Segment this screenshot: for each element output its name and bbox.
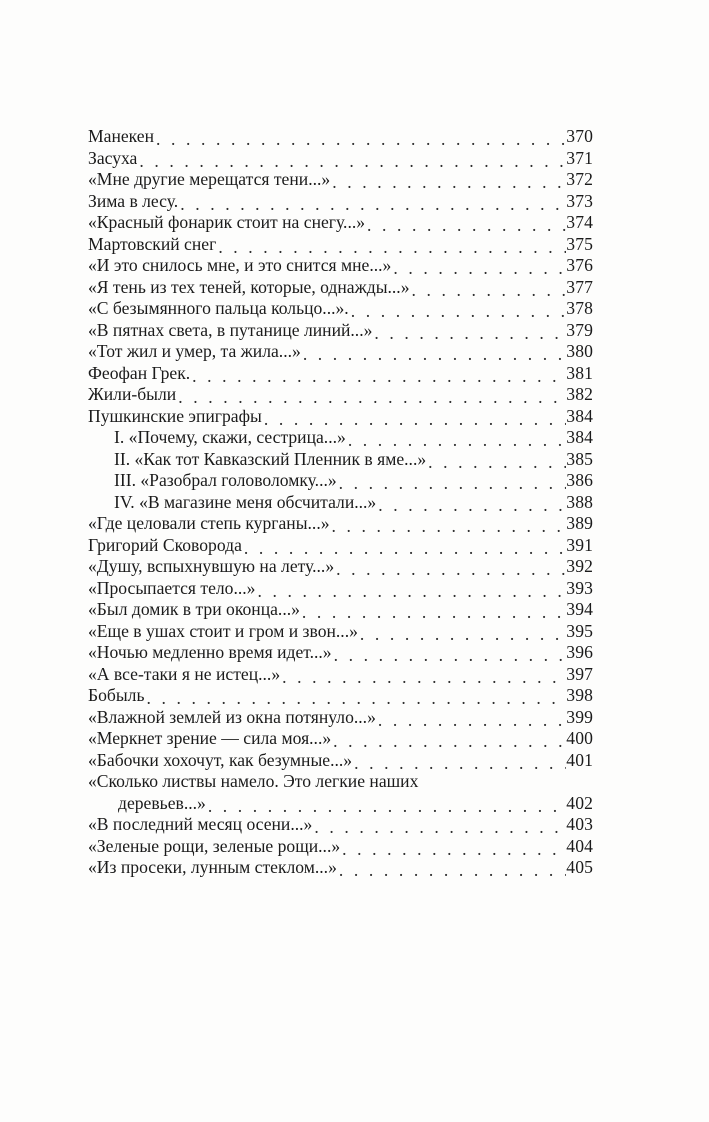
toc-entry-page-number: 386 [566,470,593,490]
toc-entry-page-number: 400 [566,728,593,748]
toc-entry-title: «Сколько листвы намело. Это легкие наших [88,771,419,791]
toc-entry-title: «А все-таки я не истец...» [88,663,281,684]
toc-entry-page-number: 379 [566,319,593,340]
toc-entry[interactable] [88,642,593,664]
toc-entry-title: «И это снилось мне, и это снится мне...» [88,255,392,275]
toc-entry-title: «Душу, вспыхнувшую на лету...» [88,556,335,576]
toc-entry-title-continuation-row [88,793,593,815]
dot-leader [146,690,566,707]
toc-entry[interactable] [88,169,593,191]
toc-entry-title: «Был домик в три оконца...» [88,599,300,619]
toc-entry-page-number: 376 [566,255,593,275]
toc-entry-title: «Я тень из тех теней, которые, однажды...» [88,276,410,297]
dot-leader [393,260,566,277]
dot-leader [282,668,566,685]
toc-entry-title: IV. «В магазине меня обсчитали...» [114,491,377,512]
toc-entry[interactable] [88,234,593,256]
toc-entry[interactable] [88,406,593,428]
toc-entry-title: «Влажной землей из окна потянуло...» [88,706,376,727]
toc-entry[interactable] [88,814,593,836]
toc-entry-title: Зима в лесу. [88,190,179,211]
toc-entry-page-number: 396 [566,642,593,662]
dot-leader [218,238,566,255]
toc-entry-page-number: 370 [566,126,593,146]
toc-entry[interactable] [88,277,593,299]
toc-entry[interactable] [88,212,593,234]
toc-entry-page-number: 402 [566,792,593,813]
toc-entry[interactable] [88,492,593,514]
toc-entry-title: «Из просеки, лунным стеклом...» [88,857,337,877]
toc-entry[interactable] [88,341,593,363]
toc-entry-page-number: 377 [566,276,593,297]
toc-entry-title: Григорий Сковорода [88,534,242,555]
dot-leader [351,303,567,320]
dot-leader [336,561,566,578]
toc-entry[interactable] [88,621,593,643]
toc-entry-title: Манекен [88,126,155,146]
dot-leader [314,819,566,836]
toc-entry[interactable] [88,599,593,621]
toc-entry-page-number: 384 [566,405,593,426]
toc-entry-title: «Красный фонарик стоит на снегу...» [88,212,366,232]
dot-leader [342,840,566,857]
toc-entry[interactable] [88,707,593,729]
dot-leader [332,518,567,535]
toc-entry-title: «Ночью медленно время идет...» [88,642,332,662]
toc-entry-title: «Где целовали степь курганы...» [88,513,330,533]
toc-entry-page-number: 378 [566,298,593,318]
toc-entry-page-number: 401 [566,749,593,770]
toc-entry-page-number: 374 [566,212,593,232]
toc-entry-title: Пушкинские эпиграфы [88,405,262,426]
dot-leader [354,754,566,771]
toc-entry[interactable] [88,857,593,879]
toc-entry-page-number: 385 [566,448,593,469]
dot-leader [360,625,566,642]
toc-entry-page-number: 389 [566,513,593,533]
dot-leader [333,733,566,750]
toc-entry[interactable] [88,728,593,750]
toc-entry-title: «В последний месяц осени...» [88,814,313,834]
toc-entry-page-number: 373 [566,190,593,211]
toc-entry[interactable] [88,836,593,858]
dot-leader [339,475,567,492]
toc-entry-page-number: 399 [566,706,593,727]
toc-entry-page-number: 384 [566,427,593,447]
dot-leader [156,131,566,148]
dot-leader [180,195,566,212]
toc-entry-title: «Мне другие мерещатся тени...» [88,169,331,189]
toc-entry[interactable] [88,384,593,406]
dot-leader [303,346,566,363]
dot-leader [378,711,566,728]
dot-leader [378,496,566,513]
toc-entry-page-number: 404 [566,835,593,856]
toc-entry-page-number: 372 [566,169,593,189]
toc-entry-page-number: 395 [566,620,593,641]
toc-entry-title: Феофан Грек. [88,362,191,383]
dot-leader [412,281,567,298]
toc-entry-title: II. «Как тот Кавказский Пленник в яме...» [114,448,427,469]
dot-leader [178,389,566,406]
toc-entry[interactable] [88,449,593,471]
toc-entry[interactable] [88,363,593,385]
toc-entry-page-number: 392 [566,556,593,576]
toc-entry-title: I. «Почему, скажи, сестрица...» [114,427,346,447]
toc-entry[interactable] [88,191,593,213]
toc-entry-page-number: 388 [566,491,593,512]
toc-entry-page-number: 403 [566,814,593,834]
toc-entry-page-number: 405 [566,857,593,877]
toc-entry[interactable] [88,685,593,707]
toc-entry-page-number: 371 [566,147,593,168]
dot-leader [332,174,566,191]
toc-entry-page-number: 380 [566,341,593,361]
dot-leader [264,410,566,427]
toc-entry-title: «Еще в ушах стоит и гром и звон...» [88,620,358,641]
toc-entry-page-number: 375 [566,233,593,254]
toc-entry[interactable] [88,664,593,686]
dot-leader [139,152,566,169]
dot-leader [367,217,566,234]
dot-leader [374,324,566,341]
toc-entry-page-number: 382 [566,384,593,404]
toc-entry-page-number: 381 [566,362,593,383]
toc-entry[interactable] [88,535,593,557]
toc-entry[interactable] [88,148,593,170]
dot-leader [257,582,566,599]
dot-leader [348,432,566,449]
toc-entry-title: «Меркнет зрение — сила моя...» [88,728,332,748]
toc-entry[interactable] [88,255,593,277]
toc-entry-page-number: 398 [566,685,593,705]
dot-leader [428,453,566,470]
toc-entry-title: III. «Разобрал головоломку...» [114,470,337,490]
toc-entry-page-number: 394 [566,599,593,619]
toc-entry[interactable] [88,750,593,772]
toc-entry-title: Мартовский снег [88,233,217,254]
dot-leader [302,604,566,621]
toc-entry[interactable] [88,126,593,148]
toc-entry-title-continuation: деревьев...» [118,792,206,813]
dot-leader [244,539,566,556]
toc-entry-page-number: 397 [566,663,593,684]
toc-entry[interactable] [88,470,593,492]
dot-leader [339,862,566,879]
toc-entry-page-number: 393 [566,577,593,598]
table-of-contents-list [88,126,593,879]
toc-entry-title: «В пятнах света, в путанице линий...» [88,319,373,340]
toc-entry-title: Бобыль [88,685,145,705]
toc-entry[interactable] [88,513,593,535]
toc-entry-title: «С безымянного пальца кольцо...». [88,298,349,318]
toc-entry[interactable] [88,578,593,600]
toc-entry-title: «Бабочки хохочут, как безумные...» [88,749,353,770]
toc-entry-title: Жили-были [88,384,177,404]
toc-entry[interactable] [88,427,593,449]
dot-leader [208,797,566,814]
dot-leader [192,367,566,384]
toc-entry[interactable] [88,320,593,342]
toc-entry-title: Засуха [88,147,138,168]
toc-entry[interactable] [88,298,593,320]
toc-entry[interactable] [88,771,593,814]
toc-entry[interactable] [88,556,593,578]
toc-entry-page-number: 391 [566,534,593,555]
toc-entry-title: «Тот жил и умер, та жила...» [88,341,301,361]
toc-entry-title: «Зеленые рощи, зеленые рощи...» [88,835,341,856]
toc-entry-title: «Просыпается тело...» [88,577,256,598]
dot-leader [334,647,567,664]
